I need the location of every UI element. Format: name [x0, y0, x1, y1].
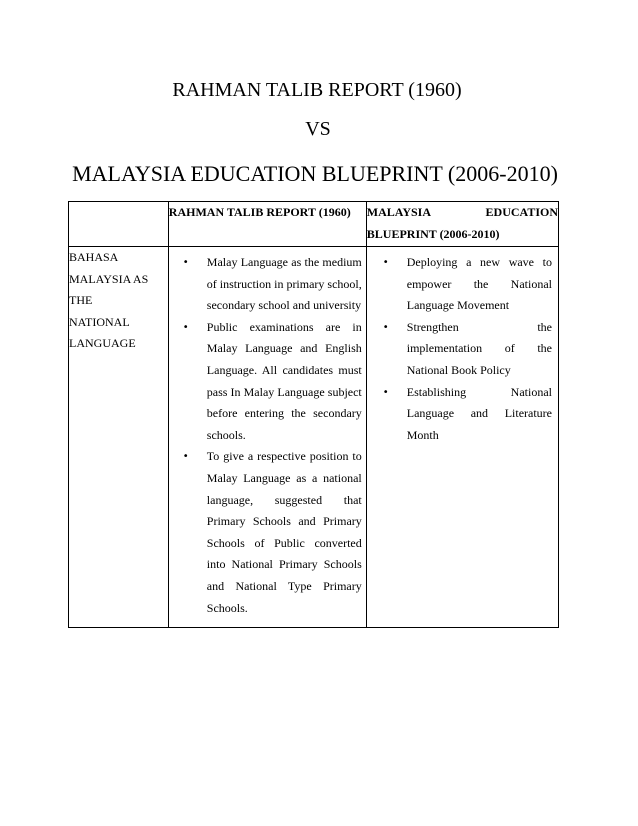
table-row	[69, 247, 559, 628]
list-item: • Deploying a new wave to empower the National Language Movement	[407, 252, 552, 317]
topic-line: LANGUAGE	[69, 336, 136, 351]
list-item: • Establishing National Language and Literature Month	[407, 382, 552, 447]
comparison-table	[68, 201, 559, 628]
topic-line: THE	[69, 293, 93, 308]
header-rahman-talib: RAHMAN TALIB REPORT (1960)	[168, 202, 366, 247]
report-title: RAHMAN TALIB REPORT (1960)	[172, 79, 462, 101]
blueprint-bullet-list	[367, 247, 558, 454]
list-item: • To give a respective position to Malay Language as a national language, suggested that Primary Schools and Primary Schools of Public converted into National Primary Schools and National Type Primary Schools.	[207, 446, 362, 619]
blueprint-points-cell	[366, 247, 558, 628]
rahman-points-cell	[168, 247, 366, 628]
header-cell-empty	[69, 202, 169, 247]
topic-cell	[69, 247, 169, 628]
list-item: • Malay Language as the medium of instruction in primary school, secondary school and university	[207, 252, 362, 317]
topic-line: BAHASA	[69, 250, 119, 264]
versus-label: VS	[305, 118, 331, 140]
header-education-blueprint: MALAYSIA EDUCATION BLUEPRINT (2006-2010)	[366, 202, 558, 247]
table-header-row	[69, 202, 559, 247]
blueprint-title: MALAYSIA EDUCATION BLUEPRINT (2006-2010)	[72, 161, 558, 186]
rahman-bullet-list	[169, 247, 366, 627]
list-item: • Strengthen the implementation of the National Book Policy	[407, 317, 552, 382]
list-item: • Public examinations are in Malay Language and English Language. All candidates must pass In Malay Language subject before entering the secondary schools.	[207, 317, 362, 447]
topic-line: MALAYSIA AS	[69, 271, 149, 286]
topic-line: NATIONAL	[69, 314, 130, 329]
